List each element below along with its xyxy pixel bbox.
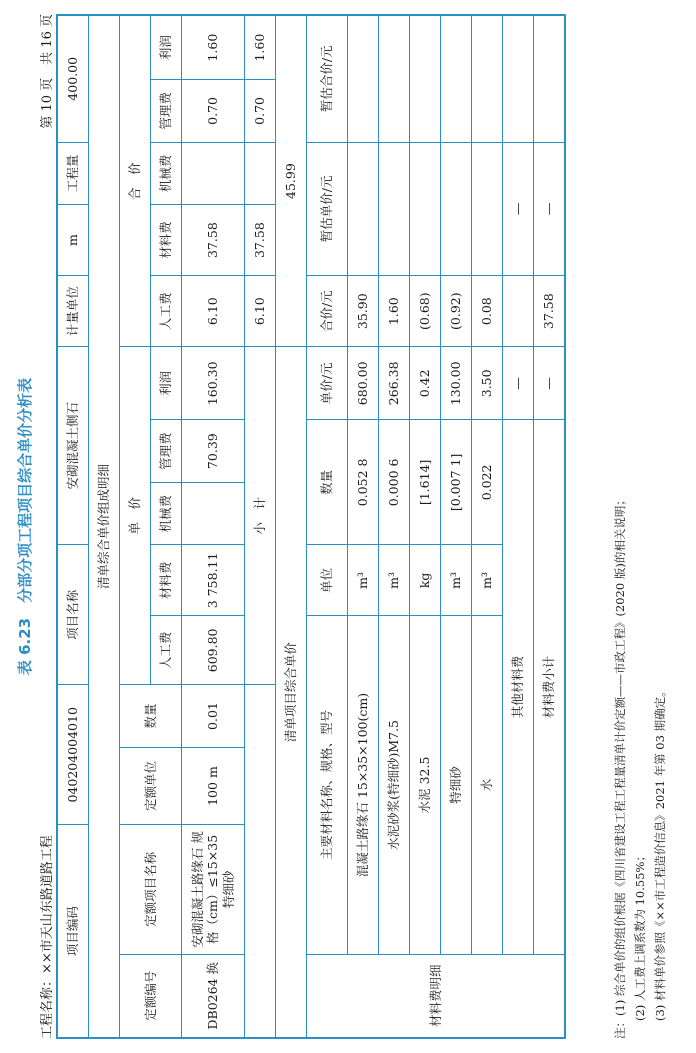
col-quota-name: 定额项目名称 [120, 825, 182, 954]
quota-up-material: 3 758.11 [182, 545, 245, 616]
note-line: (2) 人工费上调系数为 10.55%； [633, 850, 647, 1021]
unit-value: m [57, 205, 89, 276]
col-t-labor: 人工费 [151, 276, 182, 347]
col-up-machine: 机械费 [151, 482, 182, 544]
subtotal-material: 37.58 [245, 205, 276, 276]
mat-total: (0.92) [441, 276, 472, 347]
quantity-value: 400.00 [57, 15, 89, 142]
other-material-price: — [503, 347, 534, 420]
other-material-total [503, 276, 534, 347]
project-name: 工程名称：××市天山东路道路工程 [40, 835, 55, 1039]
mat-qty: 0.022 [472, 420, 503, 545]
note-line: (3) 材料单价参照《××市工程造价信息》2021 年第 03 期确定。 [653, 685, 667, 1021]
mat-unit: m³ [348, 545, 379, 616]
subtotal-labor: 6.10 [245, 276, 276, 347]
material-row [472, 15, 503, 1038]
other-material-label: 其他材料费 [503, 420, 534, 954]
col-t-machine: 机械费 [151, 142, 182, 204]
material-row [441, 15, 472, 1038]
material-subtotal-price: — [534, 347, 566, 420]
composite-row [276, 15, 307, 1038]
subtotal-label: 小 计 [245, 347, 276, 685]
col-up-profit: 利润 [151, 347, 182, 420]
notes [610, 494, 670, 1039]
quota-t-labor: 6.10 [182, 276, 245, 347]
mat-price: 266.38 [379, 347, 410, 420]
item-name-label: 项目名称 [57, 545, 89, 685]
quota-up-profit: 160.30 [182, 347, 245, 420]
material-row [410, 15, 441, 1038]
mat-unit: m³ [379, 545, 410, 616]
mat-qty: [1.614] [410, 420, 441, 545]
material-subtotal-total: 37.58 [534, 276, 566, 347]
other-material-est-price: — [503, 142, 534, 276]
col-unit-price-group: 单 价 [120, 347, 151, 685]
mat-name: 水泥 32.5 [410, 616, 441, 954]
col-quota-unit: 定额单位 [120, 747, 182, 825]
header-row [57, 15, 89, 1038]
quota-name: 安砌混凝土路缘石 规格（cm）≤15×35 特细砂 [182, 825, 245, 954]
material-row [348, 15, 379, 1038]
col-t-material: 材料费 [151, 205, 182, 276]
item-name: 安砌混凝土侧石 [57, 347, 89, 545]
table-title: 表 6.23 分部分项工程项目综合单价分析表 [16, 377, 34, 676]
col-t-mgmt: 管理费 [151, 80, 182, 142]
col-mat-est-total: 暂估合价/元 [307, 15, 348, 142]
mat-name: 特细砂 [441, 616, 472, 954]
col-up-mgmt: 管理费 [151, 420, 182, 482]
quota-code: DB0264 换 [182, 954, 245, 1038]
col-up-material: 材料费 [151, 545, 182, 616]
col-up-labor: 人工费 [151, 616, 182, 685]
col-mat-est-price: 暂估单价/元 [307, 142, 348, 276]
mat-price: 130.00 [441, 347, 472, 420]
mat-total: 1.60 [379, 276, 410, 347]
quota-up-machine [182, 482, 245, 544]
material-subtotal-label: 材料费小计 [534, 420, 566, 954]
mat-total: (0.68) [410, 276, 441, 347]
material-subtotal-row [534, 15, 566, 1038]
subtotal-machine [245, 142, 276, 204]
col-mat-total: 合价/元 [307, 276, 348, 347]
page-info: 第 10 页 共 16 页 [40, 14, 55, 129]
material-row [379, 15, 410, 1038]
analysis-table [56, 14, 566, 1039]
quota-qty: 0.01 [182, 685, 245, 747]
quota-unit: 100 m [182, 747, 245, 825]
mat-qty: [0.007 1] [441, 420, 472, 545]
mat-unit: kg [410, 545, 441, 616]
subtotal-row [245, 15, 276, 1038]
note-line: 注：(1) 综合单价的组价根据《四川省建设工程工程量清单计价定额——市政工程》(2020 版)的相关说明； [613, 494, 627, 1039]
mat-name: 混凝土路缘石 15×35×100(cm) [348, 616, 379, 954]
quota-up-labor: 609.80 [182, 616, 245, 685]
quantity-label: 工程量 [57, 142, 89, 204]
quota-t-profit: 1.60 [182, 15, 245, 80]
mat-qty: 0.000 6 [379, 420, 410, 545]
col-total-group: 合 价 [120, 15, 151, 347]
col-mat-unit: 单位 [307, 545, 348, 616]
mat-unit: m³ [472, 545, 503, 616]
composite-label: 清单项目综合单价 [276, 347, 307, 1038]
col-quota-qty: 数量 [120, 685, 182, 747]
quota-row [182, 15, 245, 1038]
col-quota-code: 定额编号 [120, 954, 182, 1038]
col-mat-price: 单价/元 [307, 347, 348, 420]
quota-t-material: 37.58 [182, 205, 245, 276]
mat-price: 0.42 [410, 347, 441, 420]
composite-value: 45.99 [276, 15, 307, 347]
mat-name: 水泥砂浆(特细砂)M7.5 [379, 616, 410, 954]
mat-total: 35.90 [348, 276, 379, 347]
quota-up-mgmt: 70.39 [182, 420, 245, 482]
mat-price: 3.50 [472, 347, 503, 420]
col-t-profit: 利润 [151, 15, 182, 80]
col-mat-name: 主要材料名称、规格、型号 [307, 616, 348, 954]
mat-qty: 0.052 8 [348, 420, 379, 545]
mat-price: 680.00 [348, 347, 379, 420]
other-material-row [503, 15, 534, 1038]
item-code: 040204004010 [57, 685, 89, 825]
quota-t-machine [182, 142, 245, 204]
unit-label: 计量单位 [57, 276, 89, 347]
mat-unit: m³ [441, 545, 472, 616]
material-header-row [307, 15, 348, 1038]
subtotal-mgmt: 0.70 [245, 80, 276, 142]
subtotal-profit: 1.60 [245, 15, 276, 80]
mat-name: 水 [472, 616, 503, 954]
material-subtotal-est-price: — [534, 142, 566, 276]
material-side-label: 材料费明细 [307, 954, 566, 1038]
detail-title: 清单综合单价组成明细 [89, 15, 120, 1038]
col-mat-qty: 数量 [307, 420, 348, 545]
item-code-label: 项目编码 [57, 825, 89, 1038]
mat-total: 0.08 [472, 276, 503, 347]
quota-t-mgmt: 0.70 [182, 80, 245, 142]
